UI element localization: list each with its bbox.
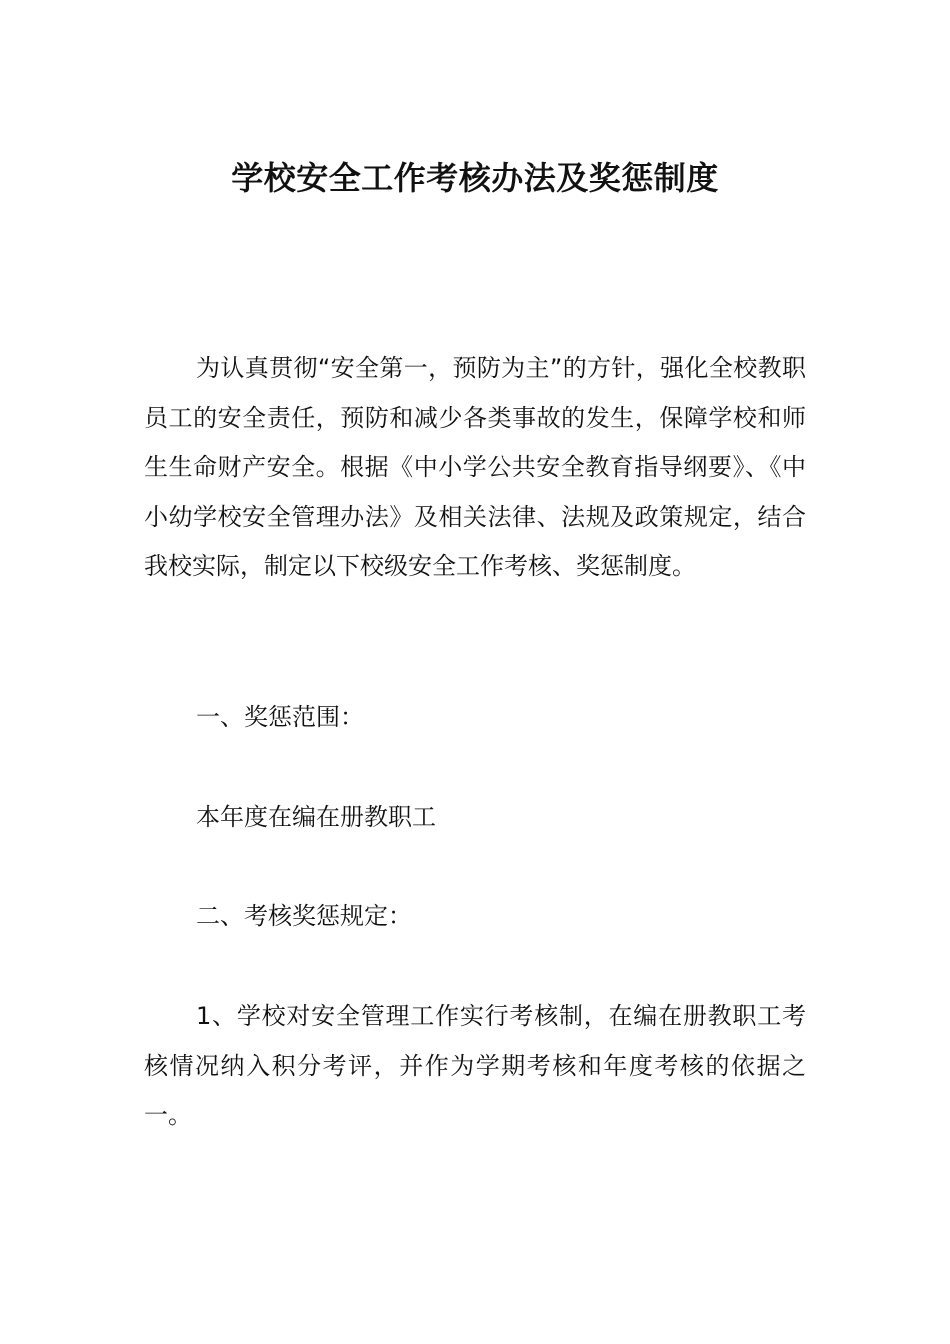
rule-item-1: 1、学校对安全管理工作实行考核制，在编在册教职工考核情况纳入积分考评，并作为学期考核和年度考核的依据之一。	[144, 1002, 806, 1129]
intro-paragraph: 为认真贯彻“安全第一，预防为主”的方针，强化全校教职员工的安全责任，预防和减少各类事故的发生，保障学校和师生生命财产安全。根据《中小学公共安全教育指导纲要》、《中小幼学校安全管理办法》及相关法律、法规及政策规定，结合我校实际，制定以下校级安全工作考核、奖惩制度。	[144, 354, 806, 580]
section-heading-rules: 二、考核奖惩规定：	[196, 902, 412, 930]
document-title: 学校安全工作考核办法及奖惩制度	[231, 159, 719, 197]
section-heading-scope: 一、奖惩范围：	[196, 703, 364, 731]
scope-paragraph: 本年度在编在册教职工	[196, 803, 436, 831]
